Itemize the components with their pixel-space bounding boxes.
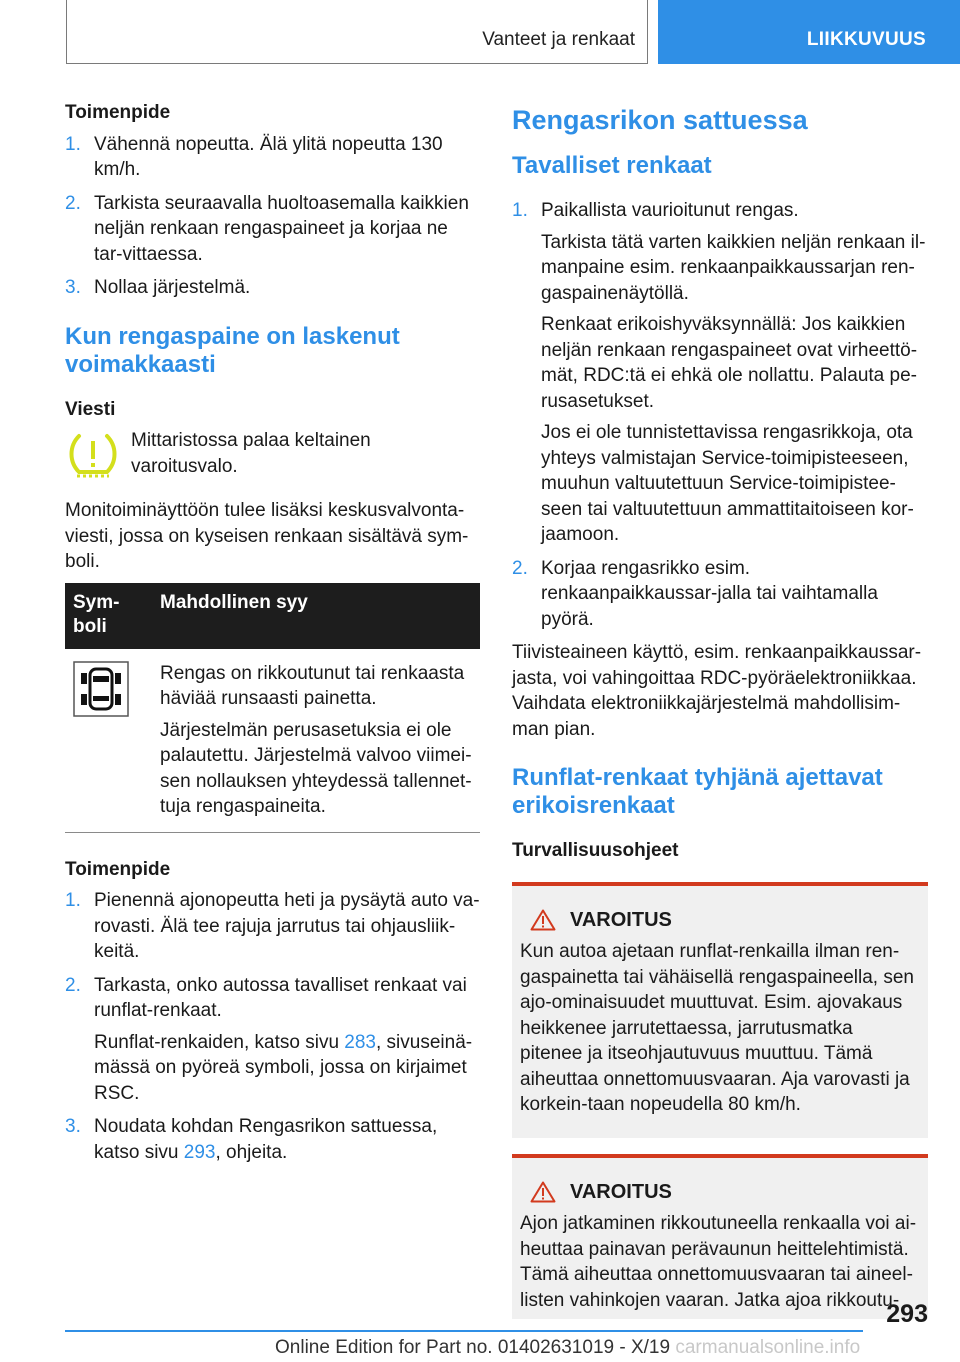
warning-title bbox=[520, 908, 918, 934]
step-number: 2. bbox=[65, 974, 81, 996]
footer-edition: Online Edition for Part no. 01402631019 - X/19 bbox=[275, 1337, 671, 1358]
sealant-paragraph: Tiivisteaineen käyttö, esim. renkaanpaikkaussar-jasta, voi vahingoittaa RDC-pyöräelektroniikkaa. Vaihdata elektroniikkajärjestelmä mahdollisim-man pian. bbox=[512, 642, 922, 740]
text-run: , ohjeita. bbox=[215, 1141, 288, 1163]
warning-label: VAROITUS bbox=[570, 908, 672, 931]
step-text: Korjaa rengasrikko esim. renkaanpaikkaussar-jalla tai vaihtamalla pyörä. bbox=[541, 557, 878, 630]
warning-triangle-icon bbox=[530, 1181, 556, 1203]
sub-heading: Tavalliset renkaat bbox=[512, 152, 712, 179]
step-number: 3. bbox=[65, 277, 81, 298]
runflat-heading: Runflat-renkaat tyhjänä ajettavat erikoisrenkaat bbox=[512, 764, 883, 819]
step-number: 3. bbox=[65, 1116, 81, 1137]
step-text: Nollaa järjestelmä. bbox=[94, 277, 251, 298]
header-chapter-tab bbox=[658, 0, 960, 64]
list-item bbox=[65, 132, 480, 183]
symbol-table bbox=[65, 583, 480, 833]
step-text: Jos ei ole tunnistettavissa rengasrikkoja, ota yhteys valmistajan Service-toimipisteeseen, muuhun valtuutettuun Service-toimipistee-seen tai valtuutettuun ammattitaitoiseen kor-jaamoon. bbox=[541, 422, 914, 545]
table-cell-symbol bbox=[65, 649, 152, 833]
list-item bbox=[65, 888, 480, 965]
text-run: Noudata kohdan Rengasrikon sattuessa, katso sivu bbox=[94, 1116, 438, 1163]
header-section-title: Vanteet ja renkaat bbox=[482, 29, 635, 50]
right-column bbox=[512, 100, 928, 1335]
page-link-283[interactable]: 283 bbox=[344, 1031, 376, 1053]
procedure-heading: Toimenpide bbox=[65, 102, 171, 123]
message-block bbox=[65, 428, 480, 486]
step-text: Pienennä ajonopeutta heti ja pysäytä auto va-rovasti. Älä tee rajuja jarrutus tai ohjausliik-keitä. bbox=[94, 890, 480, 962]
warning-label: VAROITUS bbox=[570, 1180, 672, 1203]
step-number: 2. bbox=[65, 192, 81, 214]
step-text: Tarkista tätä varten kaikkien neljän renkaan il-manpaine esim. renkaanpaikkaussarjan ren-gaspainenäytöllä. bbox=[541, 231, 926, 304]
list-item bbox=[512, 556, 928, 633]
procedure-heading-2: Toimenpide bbox=[65, 858, 171, 880]
page-number: 293 bbox=[886, 1300, 928, 1328]
warning-box-1 bbox=[512, 882, 928, 1138]
step-text: Tarkista seuraavalla huoltoasemalla kaikkien neljän renkaan rengaspaineet ja korjaa ne tar-vittaessa. bbox=[94, 192, 469, 265]
step-text: Paikallista vaurioitunut rengas. bbox=[541, 200, 799, 221]
safety-heading: Turvallisuusohjeet bbox=[512, 840, 679, 861]
step-number: 1. bbox=[512, 200, 528, 221]
list-item bbox=[65, 1114, 480, 1165]
warning-box-2 bbox=[512, 1154, 928, 1320]
step-text: Renkaat erikoishyväksynnällä: Jos kaikkien neljän renkaan rengaspaineet ovat virheettö-mät, RDC:tä ei ehkä ole nollattu. Palauta pe-rusasetukset. bbox=[541, 314, 918, 412]
info-paragraph: Monitoiminäyttöön tulee lisäksi keskusvalvonta-viesti, jossa on kyseisen renkaan sisältävä sym-boli. bbox=[65, 500, 469, 572]
step-number: 2. bbox=[512, 557, 528, 579]
warning-text: Kun autoa ajetaan runflat-renkailla ilman ren-gaspainetta tai vähäisellä rengaspaineella, sen ajo-ominaisuudet muuttuvat. Esim. ajovakaus heikkenee jarrutettaessa, jarrutusmatka pitenee ja itseohjautuvuus muuttuu. Tämä aiheuttaa onnettomuusvaaran. Aja varovasti ja korkein-taan nopeudella 80 km/h. bbox=[520, 941, 914, 1115]
footer bbox=[275, 1337, 860, 1359]
message-heading: Viesti bbox=[65, 398, 116, 420]
header-section-box bbox=[66, 0, 648, 64]
cause-text-2: Järjestelmän perusasetuksia ei ole palautettu. Järjestelmä valvoo viimei-sen nollauksen yhteydessä tallennet-tuja rengaspaineita. bbox=[160, 719, 472, 817]
step-number: 1. bbox=[65, 133, 81, 155]
flat-tire-car-icon bbox=[73, 661, 129, 717]
table-header-symbol: Sym-boli bbox=[65, 583, 152, 649]
text-run: , sivuseinä-mässä on pyöreä symboli, jossa on kirjaimet RSC. bbox=[94, 1031, 473, 1104]
table-header-row bbox=[65, 583, 480, 649]
procedure-list-2 bbox=[65, 888, 480, 1165]
cause-text-1: Rengas on rikkoutunut tai renkaasta häviää runsaasti painetta. bbox=[160, 662, 465, 709]
footer-divider bbox=[65, 1330, 863, 1332]
main-heading: Rengasrikon sattuessa bbox=[512, 105, 808, 135]
table-row bbox=[65, 649, 480, 833]
list-item bbox=[65, 191, 480, 268]
warning-text: Ajon jatkaminen rikkoutuneella renkaalla voi ai-heuttaa painavan perävaunun heittelehtimistä. Tämä aiheuttaa onnettomuusvaaran tai aineel-listen vahinkojen vaaran. Jatka ajoa rikkoutu- bbox=[520, 1213, 917, 1311]
list-item bbox=[512, 198, 928, 548]
step-text: Vähennä nopeutta. Älä ylitä nopeutta 130 km/h. bbox=[94, 133, 443, 180]
warning-title bbox=[520, 1180, 918, 1206]
message-text: Mittaristossa palaa keltainen varoitusvalo. bbox=[131, 430, 371, 477]
procedure-list bbox=[65, 132, 480, 301]
table-header-cause: Mahdollinen syy bbox=[152, 583, 480, 649]
flat-tire-steps bbox=[512, 198, 928, 632]
section-heading: Kun rengaspaine on laskenut voimakkaasti bbox=[65, 322, 400, 378]
table-cell-cause bbox=[152, 649, 480, 833]
header-chapter-title: LIIKKUVUUS bbox=[806, 29, 926, 50]
text-run: Runflat-renkaiden, katso sivu bbox=[94, 1031, 345, 1053]
step-number: 1. bbox=[65, 890, 81, 911]
step-text-detail bbox=[94, 1030, 480, 1107]
left-column bbox=[65, 100, 480, 1173]
tpms-warning-light-icon bbox=[65, 428, 121, 482]
page-link-293[interactable]: 293 bbox=[183, 1141, 216, 1163]
warning-triangle-icon bbox=[530, 909, 556, 931]
list-item bbox=[65, 275, 480, 301]
step-text: Tarkasta, onko autossa tavalliset renkaat vai runflat-renkaat. bbox=[94, 974, 467, 1021]
footer-watermark: carmanualsonline.info bbox=[675, 1337, 861, 1358]
list-item bbox=[65, 973, 480, 1107]
